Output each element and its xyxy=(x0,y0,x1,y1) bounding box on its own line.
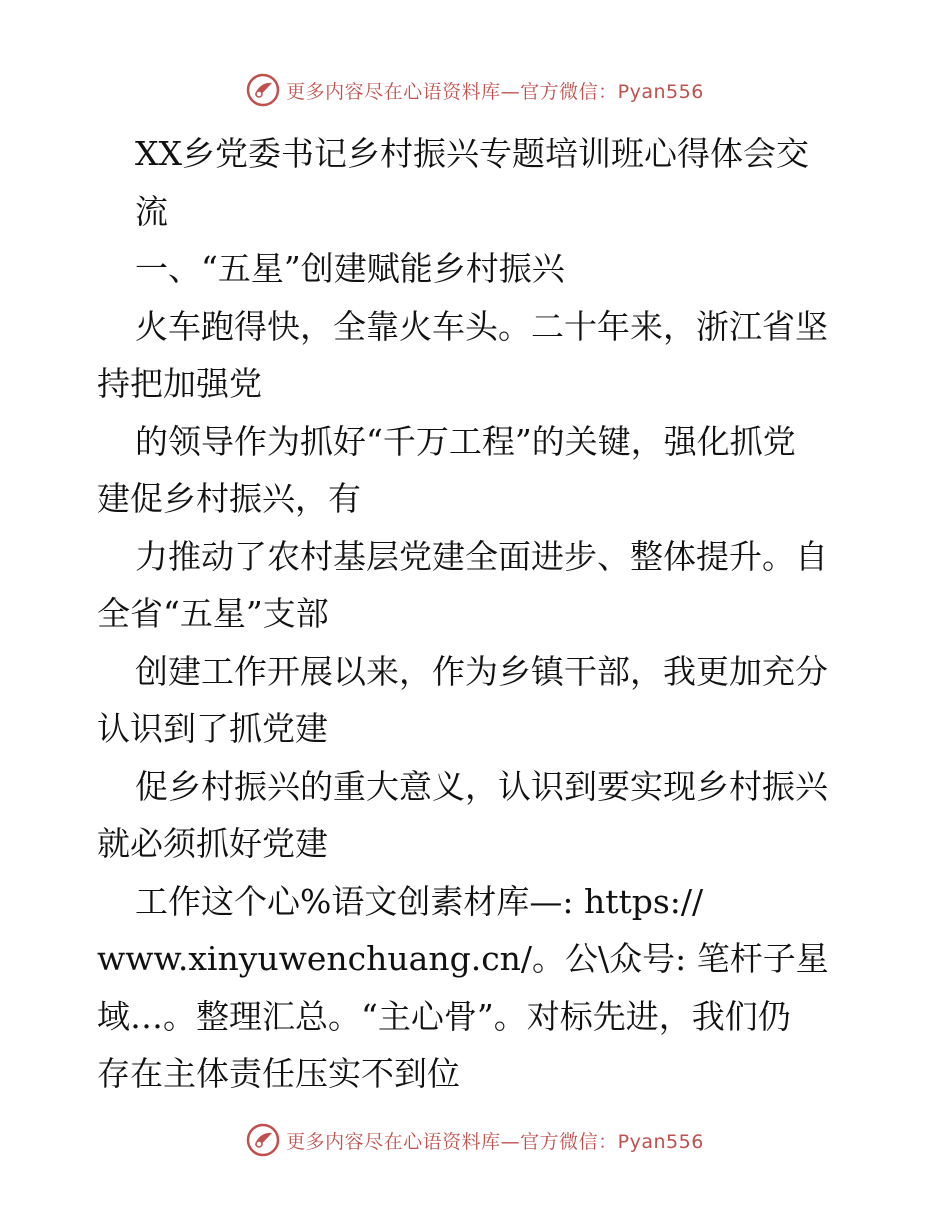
header-banner xyxy=(0,70,950,110)
paragraph-line: 认识到了抓党建 xyxy=(97,709,328,748)
paragraph-line: 建促乡村振兴，有 xyxy=(97,479,361,518)
paragraph-line: 工作这个心%语文创素材库—: https:// xyxy=(135,881,704,921)
paragraph-line: 就必须抓好党建 xyxy=(97,824,328,863)
paragraph-line: 存在主体责任压实不到位 xyxy=(97,1054,460,1093)
paragraph-line: www.xinyuwenchuang.cn/。公\众号: 笔杆子星 xyxy=(97,939,829,978)
paragraph-line: 火车跑得快，全靠火车头。二十年来，浙江省坚 xyxy=(135,306,828,346)
paragraph-line: 的领导作为抓好“千万工程”的关键，强化抓党 xyxy=(135,421,796,461)
paragraph-line: 全省“五星”支部 xyxy=(97,594,329,633)
footer-banner-text: 更多内容尽在心语资料库—官方微信：Pyan556 xyxy=(286,1130,704,1153)
brand-logo-icon xyxy=(246,73,280,107)
footer-banner xyxy=(0,1120,950,1160)
doc-title-line-2: 流 xyxy=(135,191,168,231)
paragraph-line: 力推动了农村基层党建全面进步、整体提升。自 xyxy=(135,536,828,576)
brand-logo-icon xyxy=(246,1123,280,1157)
paragraph-line: 创建工作开展以来，作为乡镇干部，我更加充分 xyxy=(135,651,828,691)
paragraph-line: 域…。整理汇总。“主心骨”。对标先进，我们仍 xyxy=(97,996,791,1036)
header-banner-text: 更多内容尽在心语资料库—官方微信：Pyan556 xyxy=(286,80,704,103)
section-heading: 一、“五星”创建赋能乡村振兴 xyxy=(135,249,565,288)
doc-title-line-1: XX乡党委书记乡村振兴专题培训班心得体会交 xyxy=(135,134,809,173)
document-body xyxy=(97,125,857,1103)
paragraph-line: 持把加强党 xyxy=(97,364,262,403)
paragraph-line: 促乡村振兴的重大意义，认识到要实现乡村振兴 xyxy=(135,766,828,806)
